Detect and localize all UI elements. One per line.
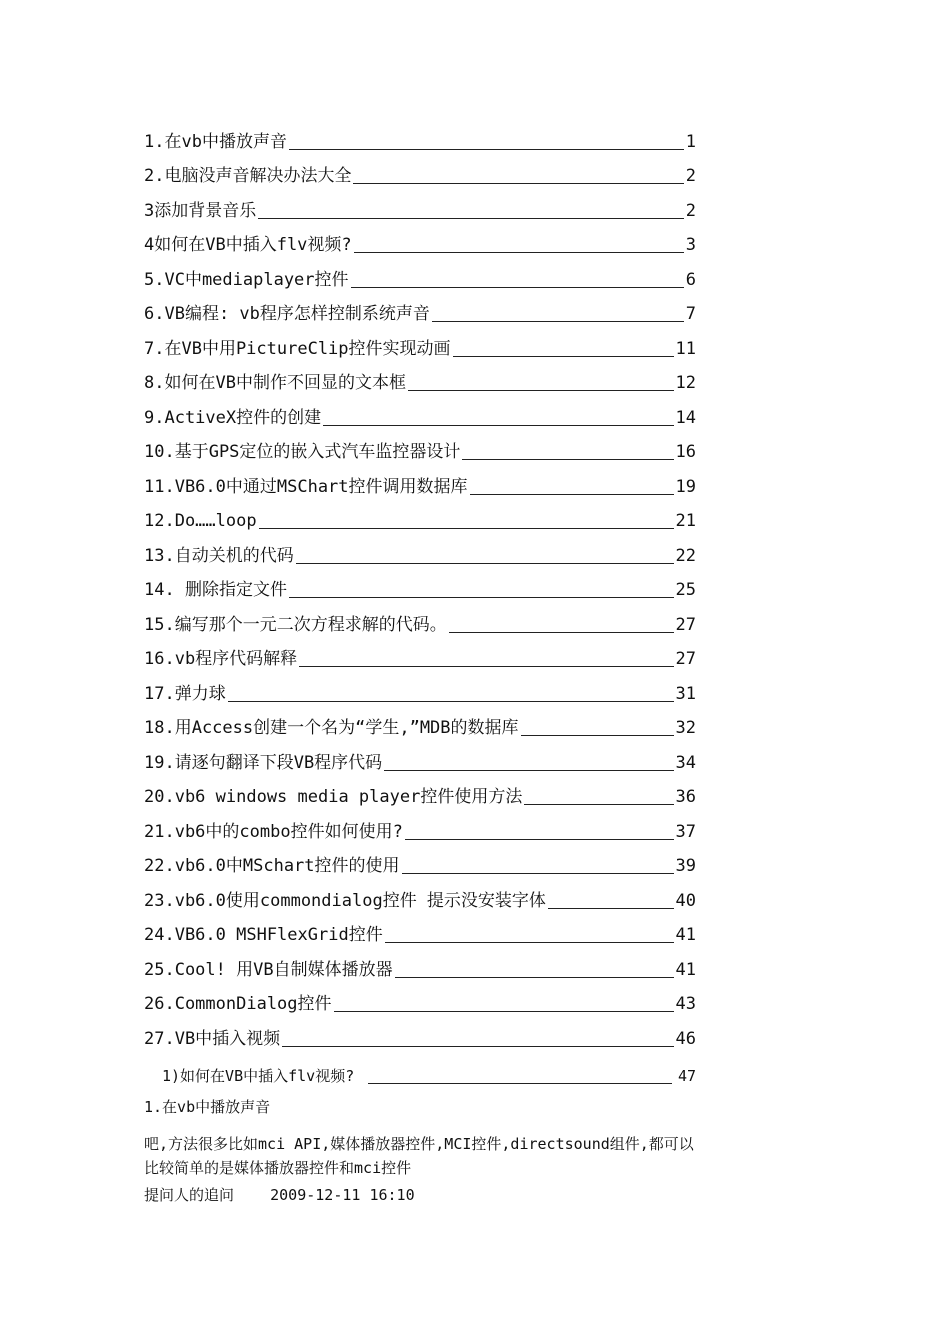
toc-page-number: 11 bbox=[675, 338, 696, 359]
toc-entry-title: 5.VC中mediaplayer控件 bbox=[144, 269, 349, 290]
toc-page-number: 16 bbox=[675, 442, 696, 462]
toc-entry[interactable] bbox=[144, 153, 696, 188]
toc-page-number: 12 bbox=[675, 373, 696, 393]
toc-leader-line bbox=[299, 666, 673, 667]
toc-leader-line bbox=[449, 632, 674, 633]
toc-page-number: 14 bbox=[675, 407, 696, 428]
toc-page-number: 22 bbox=[675, 545, 696, 566]
toc-entry-title: 9.ActiveX控件的创建 bbox=[144, 407, 322, 428]
toc-page-number: 47 bbox=[677, 1066, 696, 1085]
toc-leader-line bbox=[384, 770, 673, 771]
toc-leader-line bbox=[282, 1046, 673, 1047]
toc-leader-line bbox=[462, 459, 673, 460]
toc-entry-title: 21.vb6中的combo控件如何使用? bbox=[144, 821, 403, 842]
toc-entry[interactable] bbox=[144, 256, 696, 291]
toc-entry-title: 27.VB中插入视频 bbox=[144, 1028, 281, 1049]
toc-leader-line bbox=[402, 873, 674, 874]
toc-leader-line bbox=[368, 1083, 672, 1084]
toc-entry-title: 24.VB6.0 MSHFlexGrid控件 bbox=[144, 925, 383, 945]
toc-entry[interactable] bbox=[144, 877, 696, 912]
toc-entry[interactable] bbox=[144, 739, 696, 774]
toc-entry-title: 14. 删除指定文件 bbox=[144, 580, 287, 600]
toc-entry[interactable] bbox=[144, 325, 696, 360]
toc-leader-line bbox=[408, 390, 674, 391]
toc-leader-line bbox=[385, 942, 674, 943]
toc-entry-title: 22.vb6.0中MSchart控件的使用 bbox=[144, 856, 400, 876]
toc-leader-line bbox=[470, 494, 674, 495]
toc-entry[interactable] bbox=[144, 532, 696, 567]
toc-page-number: 25 bbox=[675, 580, 696, 600]
toc-entry-title: 4如何在VB中插入flv视频? bbox=[144, 235, 352, 255]
toc-entry[interactable] bbox=[144, 187, 696, 222]
toc-page-number: 41 bbox=[675, 925, 696, 945]
toc-leader-line bbox=[289, 597, 674, 598]
toc-leader-line bbox=[258, 218, 684, 219]
section-heading: 1.在vb中播放声音 bbox=[144, 1098, 271, 1116]
toc-entry-title: 13.自动关机的代码 bbox=[144, 545, 294, 566]
toc-entry-title: 23.vb6.0使用commondialog控件 提示没安装字体 bbox=[144, 890, 546, 911]
toc-leader-line bbox=[228, 701, 674, 702]
toc-page-number: 34 bbox=[675, 752, 696, 773]
toc-leader-line bbox=[353, 183, 683, 184]
toc-leader-line bbox=[405, 839, 674, 840]
toc-leader-line bbox=[453, 356, 674, 357]
toc-entry[interactable] bbox=[144, 1050, 696, 1087]
toc-entry[interactable] bbox=[144, 498, 696, 533]
toc-entry[interactable] bbox=[144, 118, 696, 153]
toc-entry[interactable] bbox=[144, 705, 696, 740]
toc-entry[interactable] bbox=[144, 843, 696, 878]
toc-entry[interactable] bbox=[144, 567, 696, 602]
toc-page-number: 21 bbox=[675, 511, 696, 531]
toc-entry[interactable] bbox=[144, 360, 696, 395]
toc-leader-line bbox=[334, 1011, 674, 1012]
paragraph-line: 吧,方法很多比如mci API,媒体播放器控件,MCI控件,directsound组件,都可以 bbox=[144, 1135, 694, 1153]
toc-entry-title: 1)如何在VB中插入flv视频? bbox=[162, 1066, 355, 1085]
toc-page-number: 3 bbox=[685, 235, 696, 255]
toc-leader-line bbox=[296, 563, 674, 564]
toc-page-number: 2 bbox=[685, 200, 696, 221]
toc-entry-title: 15.编写那个一元二次方程求解的代码。 bbox=[144, 614, 447, 635]
paragraph-line: 比较简单的是媒体播放器控件和mci控件 bbox=[144, 1159, 412, 1177]
toc-entry[interactable] bbox=[144, 463, 696, 498]
toc-entry-title: 17.弹力球 bbox=[144, 683, 226, 704]
toc-page-number: 6 bbox=[685, 269, 696, 290]
toc-entry-title: 6.VB编程: vb程序怎样控制系统声音 bbox=[144, 304, 430, 324]
toc-entry[interactable] bbox=[144, 774, 696, 809]
toc-entry-title: 16.vb程序代码解释 bbox=[144, 649, 298, 669]
toc-page-number: 36 bbox=[675, 787, 696, 807]
toc-page-number: 1 bbox=[685, 131, 696, 152]
toc-leader-line bbox=[289, 149, 684, 150]
toc-entry[interactable] bbox=[144, 912, 696, 947]
toc-entry-title: 20.vb6 windows media player控件使用方法 bbox=[144, 787, 523, 807]
toc-leader-line bbox=[259, 528, 674, 529]
toc-entry[interactable] bbox=[144, 981, 696, 1016]
toc-entry[interactable] bbox=[144, 601, 696, 636]
toc-entry-title: 19.请逐句翻译下段VB程序代码 bbox=[144, 752, 383, 773]
toc-entry[interactable] bbox=[144, 636, 696, 671]
toc-entry-title: 1.在vb中播放声音 bbox=[144, 131, 287, 152]
toc-page-number: 40 bbox=[675, 890, 696, 911]
toc-leader-line bbox=[395, 977, 674, 978]
toc-leader-line bbox=[354, 252, 684, 253]
toc-page-number: 2 bbox=[685, 166, 696, 186]
toc-entry[interactable] bbox=[144, 291, 696, 326]
table-of-contents bbox=[144, 118, 696, 1087]
toc-entry[interactable] bbox=[144, 808, 696, 843]
toc-entry-title: 25.Cool! 用VB自制媒体播放器 bbox=[144, 959, 393, 980]
answer-paragraph bbox=[144, 1132, 804, 1180]
toc-page-number: 31 bbox=[675, 683, 696, 704]
toc-entry[interactable] bbox=[144, 946, 696, 981]
toc-entry-title: 8.如何在VB中制作不回显的文本框 bbox=[144, 373, 406, 393]
toc-page-number: 39 bbox=[675, 856, 696, 876]
toc-page-number: 7 bbox=[685, 304, 696, 324]
toc-entry[interactable] bbox=[144, 394, 696, 429]
toc-page-number: 27 bbox=[675, 649, 696, 669]
follow-up-meta: 提问人的追问 2009-12-11 16:10 bbox=[144, 1186, 415, 1204]
toc-page-number: 32 bbox=[675, 718, 696, 738]
toc-entry[interactable] bbox=[144, 429, 696, 464]
toc-entry-title: 18.用Access创建一个名为“学生,”MDB的数据库 bbox=[144, 718, 519, 738]
toc-entry-title: 7.在VB中用PictureClip控件实现动画 bbox=[144, 338, 451, 359]
toc-entry-title: 26.CommonDialog控件 bbox=[144, 994, 332, 1014]
toc-entry[interactable] bbox=[144, 1015, 696, 1050]
toc-leader-line bbox=[323, 425, 673, 426]
toc-entry[interactable] bbox=[144, 670, 696, 705]
toc-page-number: 46 bbox=[675, 1028, 696, 1049]
toc-page-number: 43 bbox=[675, 994, 696, 1014]
toc-entry-title: 11.VB6.0中通过MSChart控件调用数据库 bbox=[144, 476, 468, 497]
toc-page-number: 37 bbox=[675, 821, 696, 842]
toc-leader-line bbox=[351, 287, 684, 288]
toc-page-number: 27 bbox=[675, 614, 696, 635]
toc-leader-line bbox=[524, 804, 673, 805]
toc-entry-title: 12.Do……loop bbox=[144, 511, 257, 531]
toc-entry[interactable] bbox=[144, 222, 696, 257]
toc-entry-title: 10.基于GPS定位的嵌入式汽车监控器设计 bbox=[144, 442, 461, 462]
toc-entry-title: 2.电脑没声音解决办法大全 bbox=[144, 166, 352, 186]
toc-leader-line bbox=[521, 735, 674, 736]
toc-entry-title: 3添加背景音乐 bbox=[144, 200, 257, 221]
toc-page-number: 41 bbox=[675, 959, 696, 980]
toc-leader-line bbox=[548, 908, 674, 909]
toc-leader-line bbox=[432, 321, 684, 322]
toc-page-number: 19 bbox=[675, 476, 696, 497]
